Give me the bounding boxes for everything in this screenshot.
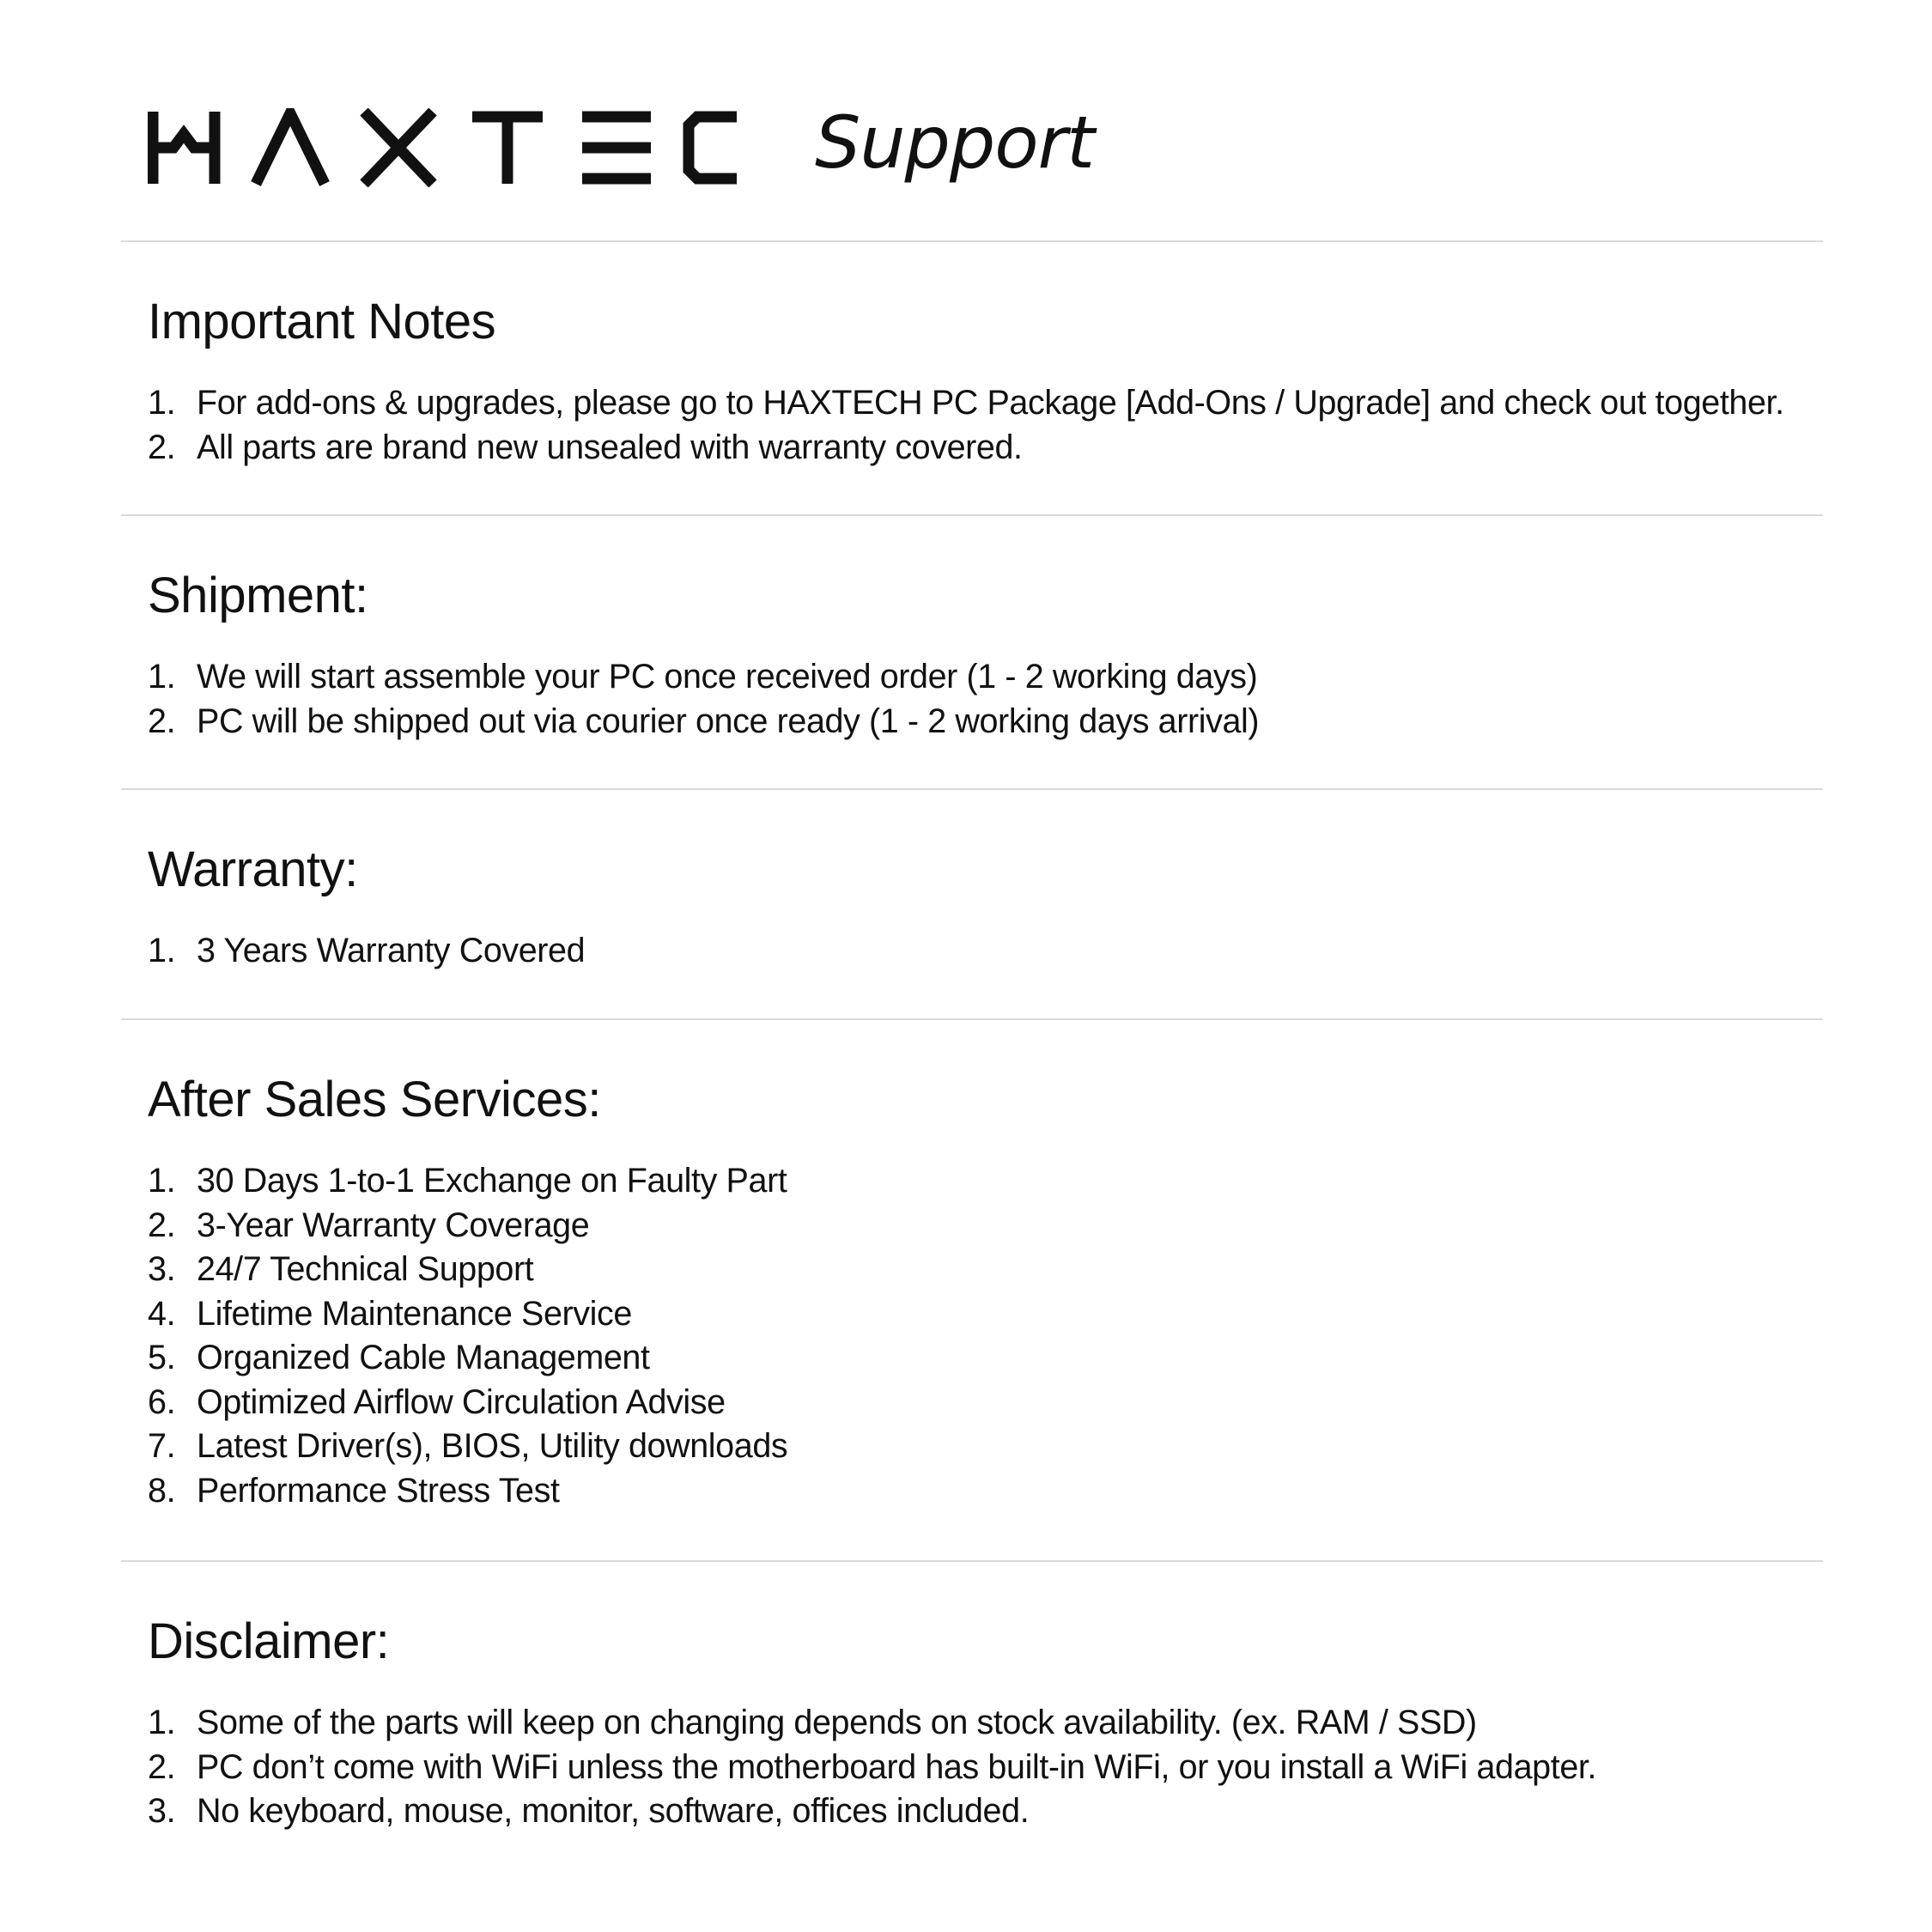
section-title: Important Notes: [148, 294, 496, 349]
section-title: Shipment:: [148, 568, 368, 623]
list-item: 8. Performance Stress Test: [148, 1471, 560, 1510]
section-warranty: [148, 841, 1917, 974]
list-item: 2. PC will be shipped out via courier once ready (1 - 2 working days arrival): [148, 702, 1260, 740]
divider: [121, 788, 1823, 790]
list-item: 2. All parts are brand new unsealed with warranty covered.: [148, 428, 1023, 466]
divider: [121, 514, 1823, 516]
list-item: 1. For add-ons & upgrades, please go to HAXTECH PC Package [Add-Ons / Upgrade] and check out together.: [148, 384, 1784, 422]
list-item: 3. 24/7 Technical Support: [148, 1250, 534, 1288]
shipment-list: [148, 655, 1917, 744]
list-item: 3. No keyboard, mouse, monitor, software, offices included.: [148, 1792, 1030, 1830]
list-item: 1. 3 Years Warranty Covered: [148, 932, 586, 969]
section-title: Warranty:: [148, 841, 358, 897]
list-item: 6. Optimized Airflow Circulation Advise: [148, 1382, 726, 1421]
page-header: [148, 101, 1178, 196]
list-item: 1. Some of the parts will keep on changing depends on stock availability. (ex. RAM / SSD): [148, 1704, 1477, 1741]
section-disclaimer: [148, 1613, 1917, 1834]
section-title: Disclaimer:: [148, 1613, 390, 1669]
list-item: 5. Organized Cable Management: [148, 1339, 650, 1376]
section-important-notes: [148, 294, 1917, 470]
list-item: 7. Latest Driver(s), BIOS, Utility downloads: [148, 1427, 788, 1465]
warranty-list: [148, 929, 1917, 974]
notes-list: [148, 381, 1917, 470]
services-list: [148, 1159, 1917, 1513]
section-shipment: [148, 568, 1917, 744]
list-item: 1. We will start assemble your PC once received order (1 - 2 working days): [148, 658, 1258, 696]
section-title: After Sales Services:: [148, 1072, 601, 1127]
list-item: 2. PC don’t come with WiFi unless the motherboard has built-in WiFi, or you install a WiFi adapter.: [148, 1747, 1597, 1786]
divider: [121, 1560, 1823, 1562]
disclaimer-list: [148, 1701, 1917, 1834]
list-item: 2. 3-Year Warranty Coverage: [148, 1206, 590, 1244]
section-after-sales-services: [148, 1072, 1917, 1513]
haxtech-logo: [148, 108, 749, 187]
list-item: 1. 30 Days 1-to-1 Exchange on Faulty Part: [148, 1162, 787, 1200]
support-label: Support: [815, 100, 1095, 185]
divider: [121, 240, 1823, 242]
divider: [121, 1018, 1823, 1020]
list-item: 4. Lifetime Maintenance Service: [148, 1294, 632, 1333]
